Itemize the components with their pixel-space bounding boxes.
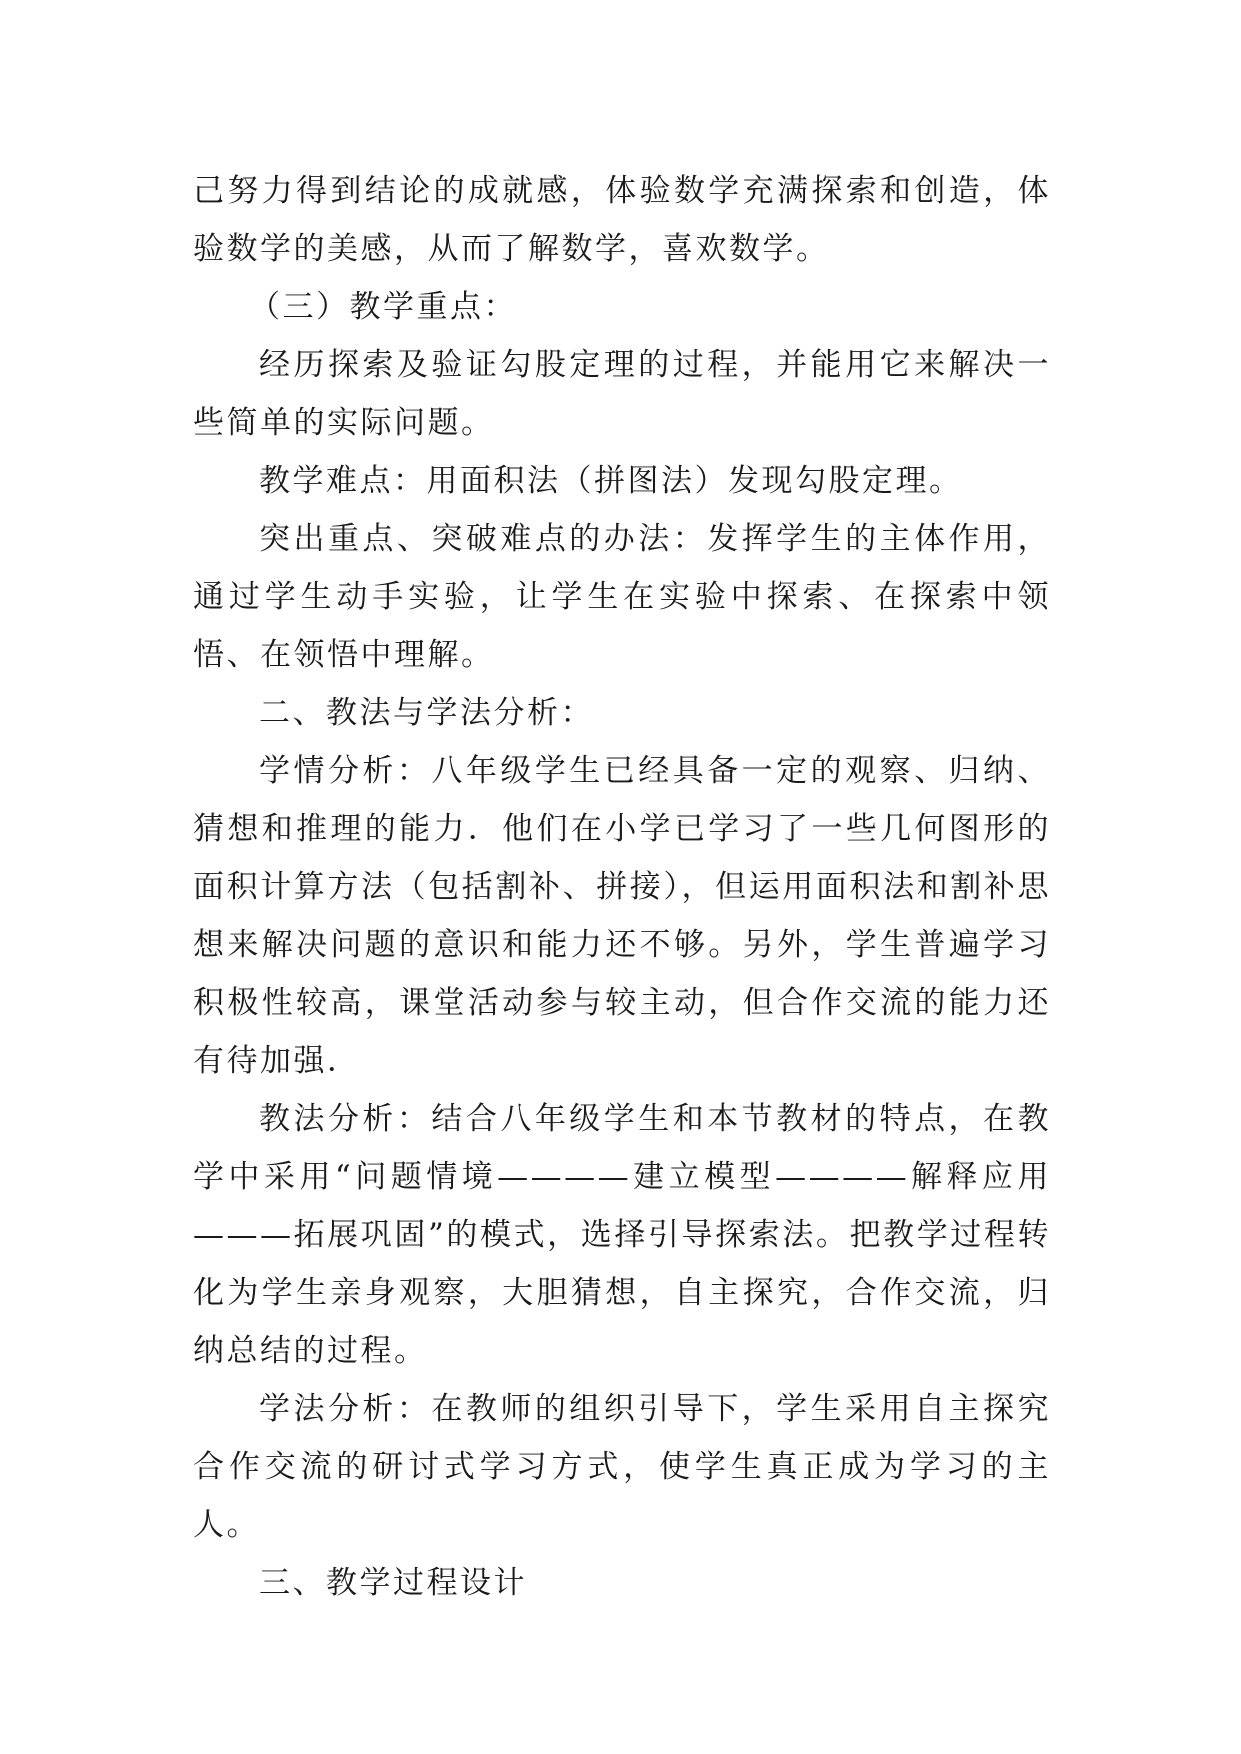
paragraph-teaching-difficulty: 教学难点：用面积法（拼图法）发现勾股定理。: [259, 463, 963, 499]
paragraph-learner-analysis: 学情分析：八年级学生已经具备一定的观察、归纳、猜想和推理的能力．他们在小学已学习了一些几何图形的面积计算方法（包括割补、拼接），但运用面积法和割补思想来解决问题的意识和能力还不够。另外，学生普遍学习积极性较高，课堂活动参与较主动，但合作交流的能力还有待加强．: [193, 753, 1051, 1079]
section-heading-teaching-focus: （三）教学重点：: [249, 289, 517, 325]
paragraph-continuation: 己努力得到结论的成就感，体验数学充满探索和创造，体验数学的美感，从而了解数学，喜欢数学。: [193, 173, 1051, 267]
paragraph-teaching-focus: 经历探索及验证勾股定理的过程，并能用它来解决一些简单的实际问题。: [193, 347, 1051, 441]
section-heading-process: 三、教学过程设计: [259, 1565, 527, 1601]
paragraph-approach: 突出重点、突破难点的办法：发挥学生的主体作用，通过学生动手实验，让学生在实验中探索、在探索中领悟、在领悟中理解。: [193, 521, 1051, 673]
document-body: [193, 162, 1051, 1612]
paragraph-learning-method: 学法分析：在教师的组织引导下，学生采用自主探究合作交流的研讨式学习方式，使学生真正成为学习的主人。: [193, 1391, 1051, 1543]
paragraph-teaching-method: 教法分析：结合八年级学生和本节教材的特点，在教学中采用“问题情境————建立模型————解释应用———拓展巩固”的模式，选择引导探索法。把教学过程转化为学生亲身观察，大胆猜想，自主探究，合作交流，归纳总结的过程。: [193, 1101, 1051, 1369]
section-heading-methods: 二、教法与学法分析：: [259, 695, 594, 731]
